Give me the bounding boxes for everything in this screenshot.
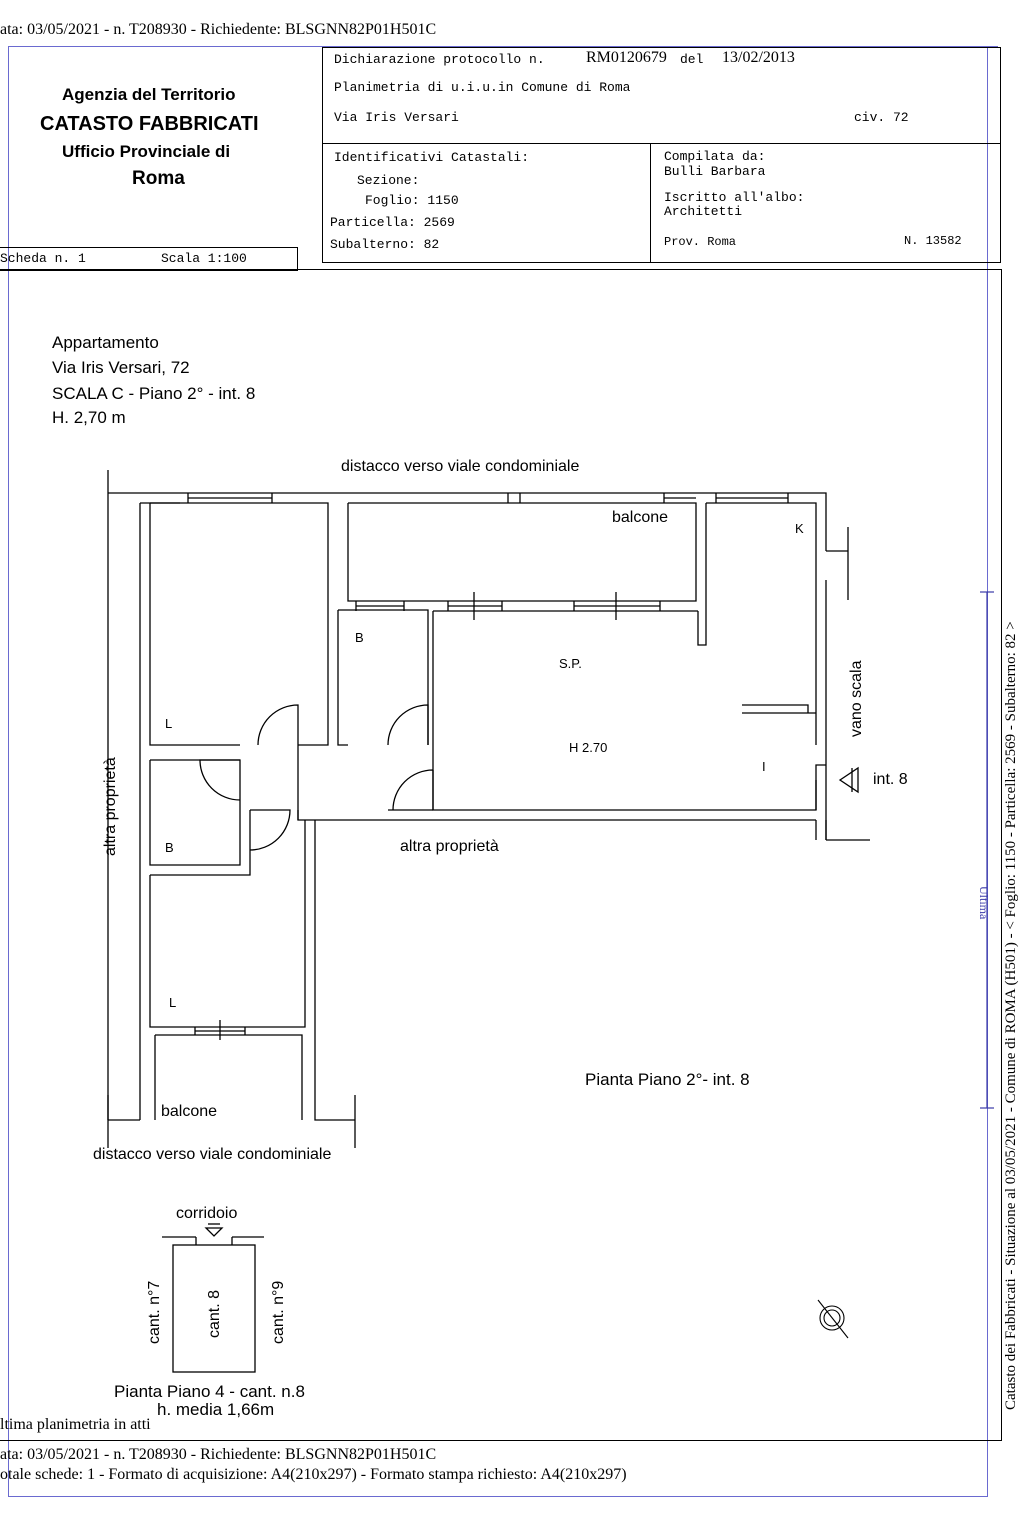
agency-line2: CATASTO FABBRICATI	[40, 113, 259, 135]
door-swing-living	[393, 770, 433, 810]
north-arrow-icon	[818, 1300, 848, 1338]
int-label: int. 8	[873, 771, 908, 788]
side-vertical-text: Catasto dei Fabbricati - Situazione al 03/05/2021 - Comune di ROMA (H501) - < Foglio: 1150 - Particella: 2569 - Subalterno: 82 >	[1003, 621, 1019, 1410]
room-height-label: H 2.70	[569, 740, 608, 755]
declaration-civ: civ. 72	[854, 110, 909, 125]
header-request-line: ata: 03/05/2021 - n. T208930 - Richiedente: BLSGNN82P01H501C	[0, 21, 437, 38]
corridor-arrow	[206, 1228, 222, 1236]
identificativi-foglio: Foglio: 1150	[365, 193, 459, 208]
compilata-title: Compilata da:	[664, 149, 766, 164]
altra-mid-label: altra proprietà	[400, 838, 499, 855]
side-stamp-text: Ultima	[977, 886, 991, 920]
room-i-label: I	[762, 759, 766, 774]
footer-line1: ata: 03/05/2021 - n. T208930 - Richiedente: BLSGNN82P01H501C	[0, 1446, 437, 1463]
cellar-height: h. media 1,66m	[157, 1400, 275, 1419]
cellar-title: Pianta Piano 4 - cant. n.8	[114, 1382, 305, 1401]
wall-kitchen	[706, 503, 816, 745]
scheda-number: Scheda n. 1	[0, 251, 86, 266]
compilata-name: Bulli Barbara	[664, 164, 766, 179]
declaration-planimetria: Planimetria di u.i.u.in Comune di Roma	[334, 80, 631, 95]
unit-height: H. 2,70 m	[52, 408, 126, 427]
agency-line1: Agenzia del Territorio	[62, 85, 236, 104]
wall-corridor	[298, 810, 816, 820]
wall-bath1	[338, 610, 348, 745]
declaration-del: del	[680, 52, 704, 67]
declaration-prefix: Dichiarazione protocollo n.	[334, 52, 545, 67]
compilata-number: N. 13582	[904, 234, 962, 248]
compilata-prov: Prov. Roma	[664, 235, 737, 249]
wall-north-outer	[108, 493, 826, 551]
room-b2-label: B	[165, 840, 174, 855]
door-swing-bath1	[388, 705, 428, 745]
unit-floor: SCALA C - Piano 2° - int. 8	[52, 384, 256, 403]
entrance-arrow	[840, 768, 858, 792]
room-l2-label: L	[169, 995, 177, 1010]
door-swing-bath2	[200, 760, 240, 800]
distacco-bottom-label: distacco verso viale condominiale	[93, 1146, 332, 1163]
footer-ultima: ltima planimetria in atti	[0, 1416, 151, 1433]
balcone-top-label: balcone	[612, 509, 669, 526]
unit-type: Appartamento	[52, 333, 159, 352]
distacco-top-label: distacco verso viale condominiale	[341, 458, 580, 475]
door-swing-bedroom1	[258, 705, 298, 745]
wall-bath2	[150, 760, 240, 865]
door-swing-bedroom2	[250, 810, 290, 850]
unit-address: Via Iris Versari, 72	[52, 358, 190, 377]
room-l1-label: L	[165, 716, 173, 731]
vano-scala-label: vano scala	[848, 660, 865, 737]
scheda-scale: Scala 1:100	[161, 251, 247, 266]
cant7-label: cant. n°7	[146, 1280, 163, 1344]
declaration-date: 13/02/2013	[722, 49, 795, 66]
declaration-address: Via Iris Versari	[334, 110, 459, 125]
room-k-label: K	[795, 521, 804, 536]
altra-left-label: altra proprietà	[102, 757, 119, 856]
compilata-albo: Architetti	[664, 204, 743, 219]
cant8-label: cant. 8	[206, 1289, 223, 1338]
declaration-number: RM0120679	[586, 49, 667, 66]
pianta-piano2-label: Pianta Piano 2°- int. 8	[585, 1070, 750, 1089]
room-b1-label: B	[355, 630, 364, 645]
identificativi-subalterno: Subalterno: 82	[330, 237, 440, 252]
identificativi-sezione: Sezione:	[357, 173, 420, 188]
agency-line4: Roma	[132, 168, 185, 189]
agency-line3: Ufficio Provinciale di	[62, 142, 231, 161]
cant9-label: cant. n°9	[270, 1280, 287, 1344]
room-sp-label: S.P.	[559, 656, 582, 671]
identificativi-particella: Particella: 2569	[330, 215, 455, 230]
corridoio-label: corridoio	[176, 1205, 238, 1222]
identificativi-title: Identificativi Catastali:	[334, 150, 530, 165]
compilata-albo-title: Iscritto all'albo:	[664, 190, 805, 205]
wall-bedroom1	[150, 503, 328, 745]
footer-line2: otale schede: 1 - Formato di acquisizione: A4(210x297) - Formato stampa richiesto: A4(210x297)	[0, 1466, 627, 1483]
balcone-bottom-label: balcone	[161, 1103, 218, 1120]
